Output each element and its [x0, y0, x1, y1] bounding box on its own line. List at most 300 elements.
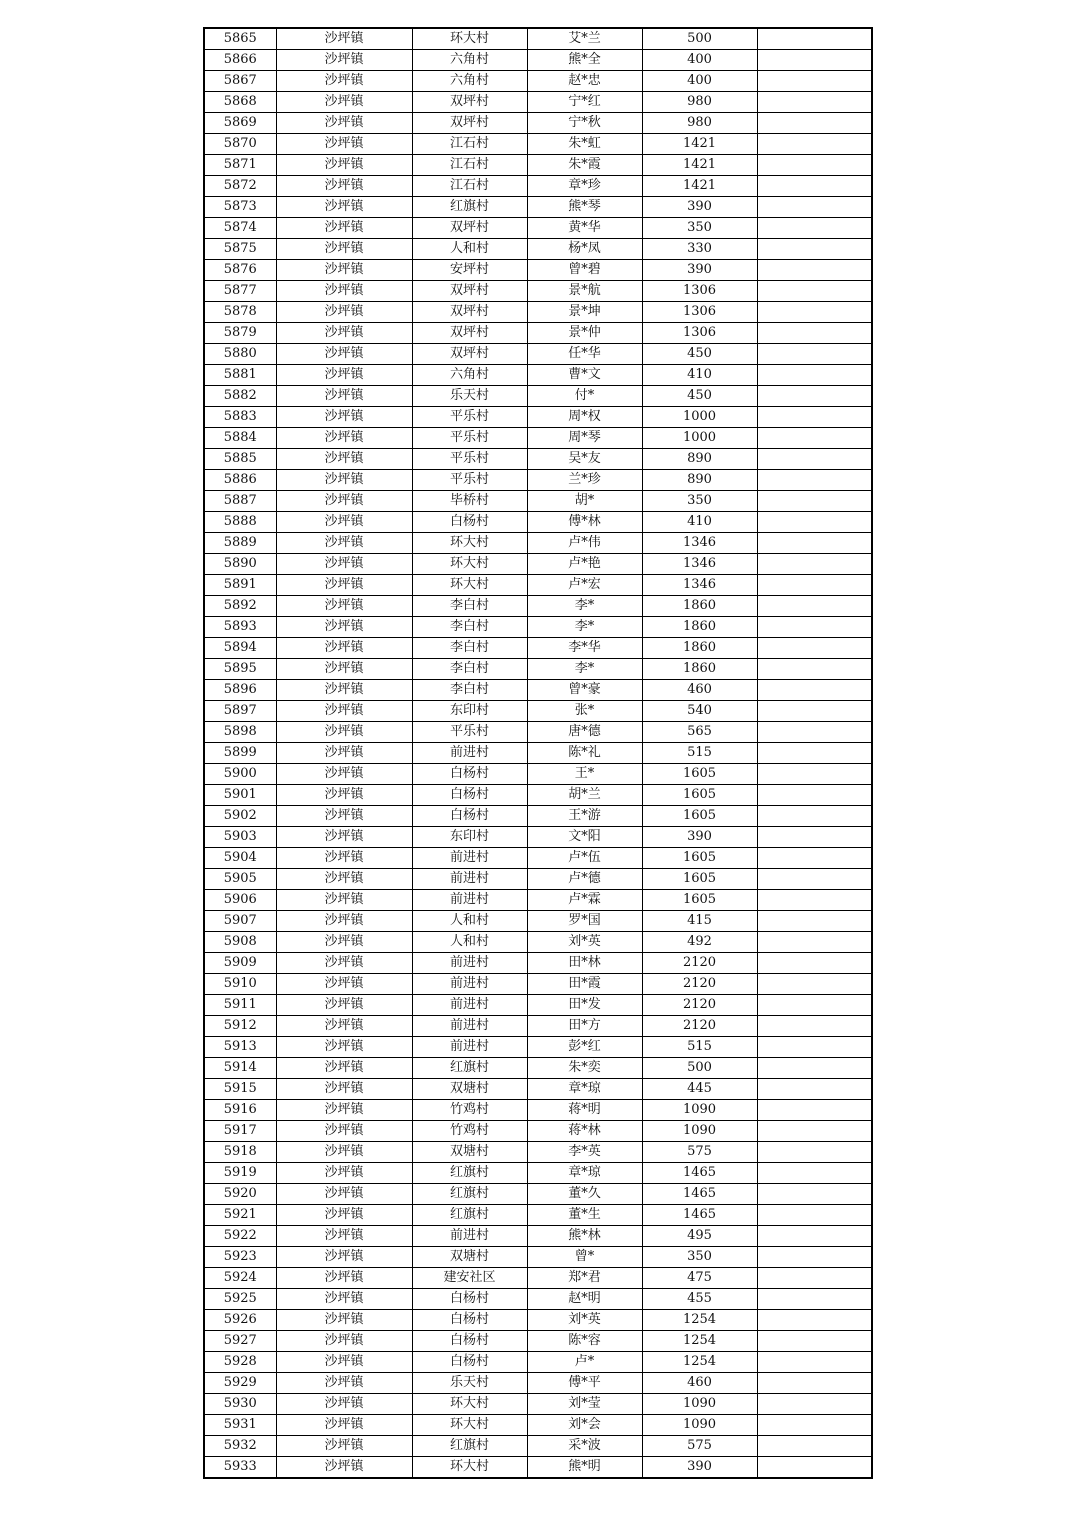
remark-cell	[757, 806, 872, 827]
name-cell: 田*方	[527, 1016, 642, 1037]
remark-cell	[757, 155, 872, 176]
row-number-cell: 5896	[204, 680, 276, 701]
amount-cell: 1000	[642, 428, 757, 449]
row-number-cell: 5884	[204, 428, 276, 449]
village-cell: 江石村	[412, 155, 527, 176]
town-cell: 沙坪镇	[276, 1415, 412, 1436]
town-cell: 沙坪镇	[276, 281, 412, 302]
remark-cell	[757, 1079, 872, 1100]
village-cell: 白杨村	[412, 764, 527, 785]
village-cell: 前进村	[412, 869, 527, 890]
town-cell: 沙坪镇	[276, 722, 412, 743]
village-cell: 六角村	[412, 71, 527, 92]
amount-cell: 1090	[642, 1415, 757, 1436]
table-row	[204, 638, 872, 659]
town-cell: 沙坪镇	[276, 449, 412, 470]
remark-cell	[757, 1184, 872, 1205]
table-row	[204, 50, 872, 71]
row-number-cell: 5895	[204, 659, 276, 680]
village-cell: 红旗村	[412, 1058, 527, 1079]
amount-cell: 1465	[642, 1184, 757, 1205]
village-cell: 安坪村	[412, 260, 527, 281]
village-cell: 双塘村	[412, 1247, 527, 1268]
name-cell: 周*琴	[527, 428, 642, 449]
table-row	[204, 764, 872, 785]
row-number-cell: 5890	[204, 554, 276, 575]
town-cell: 沙坪镇	[276, 533, 412, 554]
town-cell: 沙坪镇	[276, 575, 412, 596]
remark-cell	[757, 260, 872, 281]
village-cell: 前进村	[412, 743, 527, 764]
table-row	[204, 575, 872, 596]
town-cell: 沙坪镇	[276, 407, 412, 428]
remark-cell	[757, 974, 872, 995]
remark-cell	[757, 134, 872, 155]
amount-cell: 390	[642, 827, 757, 848]
table-row	[204, 260, 872, 281]
town-cell: 沙坪镇	[276, 134, 412, 155]
amount-cell: 350	[642, 218, 757, 239]
remark-cell	[757, 1310, 872, 1331]
remark-cell	[757, 1394, 872, 1415]
amount-cell: 1860	[642, 659, 757, 680]
name-cell: 章*琼	[527, 1163, 642, 1184]
town-cell: 沙坪镇	[276, 239, 412, 260]
remark-cell	[757, 323, 872, 344]
remark-cell	[757, 743, 872, 764]
town-cell: 沙坪镇	[276, 617, 412, 638]
row-number-cell: 5917	[204, 1121, 276, 1142]
remark-cell	[757, 722, 872, 743]
village-cell: 白杨村	[412, 806, 527, 827]
table-row	[204, 113, 872, 134]
amount-cell: 515	[642, 743, 757, 764]
village-cell: 前进村	[412, 953, 527, 974]
remark-cell	[757, 1142, 872, 1163]
remark-cell	[757, 1268, 872, 1289]
remark-cell	[757, 848, 872, 869]
table-row	[204, 533, 872, 554]
row-number-cell: 5918	[204, 1142, 276, 1163]
village-cell: 李白村	[412, 680, 527, 701]
row-number-cell: 5892	[204, 596, 276, 617]
amount-cell: 460	[642, 1373, 757, 1394]
row-number-cell: 5926	[204, 1310, 276, 1331]
amount-cell: 1465	[642, 1205, 757, 1226]
row-number-cell: 5867	[204, 71, 276, 92]
town-cell: 沙坪镇	[276, 1457, 412, 1479]
amount-cell: 500	[642, 28, 757, 50]
village-cell: 前进村	[412, 848, 527, 869]
name-cell: 曾*豪	[527, 680, 642, 701]
town-cell: 沙坪镇	[276, 1226, 412, 1247]
row-number-cell: 5894	[204, 638, 276, 659]
village-cell: 双坪村	[412, 302, 527, 323]
row-number-cell: 5916	[204, 1100, 276, 1121]
row-number-cell: 5913	[204, 1037, 276, 1058]
remark-cell	[757, 1121, 872, 1142]
remark-cell	[757, 71, 872, 92]
table-row	[204, 1163, 872, 1184]
name-cell: 卢*宏	[527, 575, 642, 596]
amount-cell: 1860	[642, 596, 757, 617]
town-cell: 沙坪镇	[276, 1037, 412, 1058]
town-cell: 沙坪镇	[276, 659, 412, 680]
row-number-cell: 5927	[204, 1331, 276, 1352]
village-cell: 毕桥村	[412, 491, 527, 512]
table-row	[204, 470, 872, 491]
village-cell: 六角村	[412, 50, 527, 71]
amount-cell: 1421	[642, 134, 757, 155]
table-row	[204, 995, 872, 1016]
table-row	[204, 701, 872, 722]
village-cell: 环大村	[412, 1394, 527, 1415]
remark-cell	[757, 617, 872, 638]
remark-cell	[757, 911, 872, 932]
town-cell: 沙坪镇	[276, 218, 412, 239]
name-cell: 卢*伟	[527, 533, 642, 554]
amount-cell: 492	[642, 932, 757, 953]
town-cell: 沙坪镇	[276, 1079, 412, 1100]
amount-cell: 1254	[642, 1331, 757, 1352]
name-cell: 郑*君	[527, 1268, 642, 1289]
table-row	[204, 659, 872, 680]
row-number-cell: 5931	[204, 1415, 276, 1436]
town-cell: 沙坪镇	[276, 512, 412, 533]
table-row	[204, 28, 872, 50]
village-cell: 平乐村	[412, 407, 527, 428]
name-cell: 黄*华	[527, 218, 642, 239]
remark-cell	[757, 1100, 872, 1121]
row-number-cell: 5905	[204, 869, 276, 890]
table-row	[204, 1016, 872, 1037]
town-cell: 沙坪镇	[276, 365, 412, 386]
table-row	[204, 932, 872, 953]
amount-cell: 390	[642, 1457, 757, 1479]
remark-cell	[757, 764, 872, 785]
row-number-cell: 5910	[204, 974, 276, 995]
row-number-cell: 5902	[204, 806, 276, 827]
table-row	[204, 176, 872, 197]
table-row	[204, 1226, 872, 1247]
row-number-cell: 5909	[204, 953, 276, 974]
name-cell: 张*	[527, 701, 642, 722]
town-cell: 沙坪镇	[276, 197, 412, 218]
table-row	[204, 827, 872, 848]
town-cell: 沙坪镇	[276, 155, 412, 176]
name-cell: 蒋*林	[527, 1121, 642, 1142]
town-cell: 沙坪镇	[276, 554, 412, 575]
row-number-cell: 5904	[204, 848, 276, 869]
remark-cell	[757, 785, 872, 806]
row-number-cell: 5874	[204, 218, 276, 239]
name-cell: 董*生	[527, 1205, 642, 1226]
amount-cell: 400	[642, 71, 757, 92]
village-cell: 双坪村	[412, 92, 527, 113]
name-cell: 任*华	[527, 344, 642, 365]
remark-cell	[757, 407, 872, 428]
row-number-cell: 5869	[204, 113, 276, 134]
town-cell: 沙坪镇	[276, 260, 412, 281]
name-cell: 刘*莹	[527, 1394, 642, 1415]
table-row	[204, 1205, 872, 1226]
table-row	[204, 71, 872, 92]
town-cell: 沙坪镇	[276, 1163, 412, 1184]
name-cell: 景*坤	[527, 302, 642, 323]
amount-cell: 1860	[642, 617, 757, 638]
name-cell: 艾*兰	[527, 28, 642, 50]
table-row	[204, 1079, 872, 1100]
row-number-cell: 5915	[204, 1079, 276, 1100]
amount-cell: 575	[642, 1436, 757, 1457]
name-cell: 熊*全	[527, 50, 642, 71]
data-table	[203, 27, 873, 1479]
town-cell: 沙坪镇	[276, 806, 412, 827]
village-cell: 前进村	[412, 1226, 527, 1247]
table-row	[204, 1436, 872, 1457]
amount-cell: 2120	[642, 1016, 757, 1037]
table-row	[204, 365, 872, 386]
row-number-cell: 5866	[204, 50, 276, 71]
remark-cell	[757, 1415, 872, 1436]
table-row	[204, 1058, 872, 1079]
remark-cell	[757, 218, 872, 239]
name-cell: 景*仲	[527, 323, 642, 344]
table-row	[204, 344, 872, 365]
remark-cell	[757, 659, 872, 680]
remark-cell	[757, 890, 872, 911]
remark-cell	[757, 113, 872, 134]
amount-cell: 410	[642, 512, 757, 533]
name-cell: 熊*林	[527, 1226, 642, 1247]
name-cell: 曾*碧	[527, 260, 642, 281]
remark-cell	[757, 1247, 872, 1268]
remark-cell	[757, 50, 872, 71]
village-cell: 平乐村	[412, 428, 527, 449]
remark-cell	[757, 680, 872, 701]
row-number-cell: 5930	[204, 1394, 276, 1415]
row-number-cell: 5924	[204, 1268, 276, 1289]
table-row	[204, 680, 872, 701]
village-cell: 白杨村	[412, 1331, 527, 1352]
amount-cell: 460	[642, 680, 757, 701]
town-cell: 沙坪镇	[276, 1331, 412, 1352]
village-cell: 竹鸡村	[412, 1100, 527, 1121]
amount-cell: 1254	[642, 1310, 757, 1331]
remark-cell	[757, 365, 872, 386]
remark-cell	[757, 1373, 872, 1394]
town-cell: 沙坪镇	[276, 1205, 412, 1226]
amount-cell: 410	[642, 365, 757, 386]
name-cell: 罗*国	[527, 911, 642, 932]
village-cell: 乐天村	[412, 1373, 527, 1394]
amount-cell: 1605	[642, 806, 757, 827]
table-body	[204, 28, 872, 1478]
name-cell: 卢*霖	[527, 890, 642, 911]
amount-cell: 1605	[642, 869, 757, 890]
village-cell: 前进村	[412, 995, 527, 1016]
village-cell: 东印村	[412, 701, 527, 722]
name-cell: 付*	[527, 386, 642, 407]
row-number-cell: 5928	[204, 1352, 276, 1373]
row-number-cell: 5865	[204, 28, 276, 50]
table-row	[204, 617, 872, 638]
row-number-cell: 5880	[204, 344, 276, 365]
remark-cell	[757, 1163, 872, 1184]
village-cell: 白杨村	[412, 512, 527, 533]
name-cell: 刘*英	[527, 1310, 642, 1331]
amount-cell: 500	[642, 1058, 757, 1079]
name-cell: 赵*忠	[527, 71, 642, 92]
name-cell: 杨*凤	[527, 239, 642, 260]
town-cell: 沙坪镇	[276, 764, 412, 785]
village-cell: 前进村	[412, 974, 527, 995]
amount-cell: 495	[642, 1226, 757, 1247]
table-row	[204, 1289, 872, 1310]
remark-cell	[757, 1457, 872, 1479]
name-cell: 蒋*明	[527, 1100, 642, 1121]
village-cell: 双塘村	[412, 1142, 527, 1163]
town-cell: 沙坪镇	[276, 785, 412, 806]
village-cell: 平乐村	[412, 449, 527, 470]
village-cell: 前进村	[412, 1016, 527, 1037]
name-cell: 李*华	[527, 638, 642, 659]
remark-cell	[757, 449, 872, 470]
town-cell: 沙坪镇	[276, 743, 412, 764]
table-row	[204, 323, 872, 344]
row-number-cell: 5922	[204, 1226, 276, 1247]
village-cell: 李白村	[412, 638, 527, 659]
row-number-cell: 5907	[204, 911, 276, 932]
village-cell: 白杨村	[412, 785, 527, 806]
row-number-cell: 5876	[204, 260, 276, 281]
name-cell: 刘*英	[527, 932, 642, 953]
amount-cell: 1346	[642, 575, 757, 596]
town-cell: 沙坪镇	[276, 890, 412, 911]
table-row	[204, 953, 872, 974]
remark-cell	[757, 638, 872, 659]
village-cell: 白杨村	[412, 1310, 527, 1331]
village-cell: 环大村	[412, 1457, 527, 1479]
remark-cell	[757, 953, 872, 974]
town-cell: 沙坪镇	[276, 932, 412, 953]
town-cell: 沙坪镇	[276, 302, 412, 323]
amount-cell: 450	[642, 344, 757, 365]
table-row	[204, 155, 872, 176]
table-row	[204, 743, 872, 764]
village-cell: 平乐村	[412, 470, 527, 491]
table-row	[204, 911, 872, 932]
town-cell: 沙坪镇	[276, 596, 412, 617]
town-cell: 沙坪镇	[276, 1373, 412, 1394]
amount-cell: 2120	[642, 995, 757, 1016]
remark-cell	[757, 869, 872, 890]
table-row	[204, 281, 872, 302]
amount-cell: 1605	[642, 764, 757, 785]
table-row	[204, 407, 872, 428]
row-number-cell: 5893	[204, 617, 276, 638]
town-cell: 沙坪镇	[276, 491, 412, 512]
village-cell: 李白村	[412, 596, 527, 617]
town-cell: 沙坪镇	[276, 344, 412, 365]
table-row	[204, 92, 872, 113]
amount-cell: 2120	[642, 953, 757, 974]
table-row	[204, 491, 872, 512]
amount-cell: 2120	[642, 974, 757, 995]
village-cell: 人和村	[412, 239, 527, 260]
remark-cell	[757, 281, 872, 302]
row-number-cell: 5906	[204, 890, 276, 911]
name-cell: 朱*霞	[527, 155, 642, 176]
amount-cell: 1306	[642, 302, 757, 323]
name-cell: 田*霞	[527, 974, 642, 995]
name-cell: 李*英	[527, 1142, 642, 1163]
town-cell: 沙坪镇	[276, 995, 412, 1016]
row-number-cell: 5899	[204, 743, 276, 764]
amount-cell: 330	[642, 239, 757, 260]
amount-cell: 1090	[642, 1100, 757, 1121]
row-number-cell: 5921	[204, 1205, 276, 1226]
table-row	[204, 302, 872, 323]
row-number-cell: 5929	[204, 1373, 276, 1394]
village-cell: 人和村	[412, 932, 527, 953]
amount-cell: 450	[642, 386, 757, 407]
town-cell: 沙坪镇	[276, 701, 412, 722]
amount-cell: 1465	[642, 1163, 757, 1184]
row-number-cell: 5903	[204, 827, 276, 848]
name-cell: 卢*艳	[527, 554, 642, 575]
amount-cell: 1306	[642, 323, 757, 344]
remark-cell	[757, 428, 872, 449]
name-cell: 朱*奕	[527, 1058, 642, 1079]
town-cell: 沙坪镇	[276, 28, 412, 50]
name-cell: 田*发	[527, 995, 642, 1016]
town-cell: 沙坪镇	[276, 176, 412, 197]
row-number-cell: 5879	[204, 323, 276, 344]
row-number-cell: 5872	[204, 176, 276, 197]
village-cell: 江石村	[412, 176, 527, 197]
remark-cell	[757, 386, 872, 407]
village-cell: 双坪村	[412, 113, 527, 134]
name-cell: 曾*	[527, 1247, 642, 1268]
table-row	[204, 722, 872, 743]
town-cell: 沙坪镇	[276, 1289, 412, 1310]
amount-cell: 1090	[642, 1394, 757, 1415]
name-cell: 章*琼	[527, 1079, 642, 1100]
name-cell: 卢*	[527, 1352, 642, 1373]
row-number-cell: 5875	[204, 239, 276, 260]
name-cell: 景*航	[527, 281, 642, 302]
table-row	[204, 785, 872, 806]
row-number-cell: 5897	[204, 701, 276, 722]
row-number-cell: 5925	[204, 1289, 276, 1310]
name-cell: 卢*伍	[527, 848, 642, 869]
remark-cell	[757, 932, 872, 953]
remark-cell	[757, 533, 872, 554]
town-cell: 沙坪镇	[276, 1436, 412, 1457]
town-cell: 沙坪镇	[276, 638, 412, 659]
remark-cell	[757, 197, 872, 218]
row-number-cell: 5886	[204, 470, 276, 491]
table-row	[204, 1415, 872, 1436]
row-number-cell: 5891	[204, 575, 276, 596]
table-row	[204, 1142, 872, 1163]
name-cell: 胡*兰	[527, 785, 642, 806]
name-cell: 胡*	[527, 491, 642, 512]
village-cell: 环大村	[412, 28, 527, 50]
row-number-cell: 5871	[204, 155, 276, 176]
remark-cell	[757, 701, 872, 722]
